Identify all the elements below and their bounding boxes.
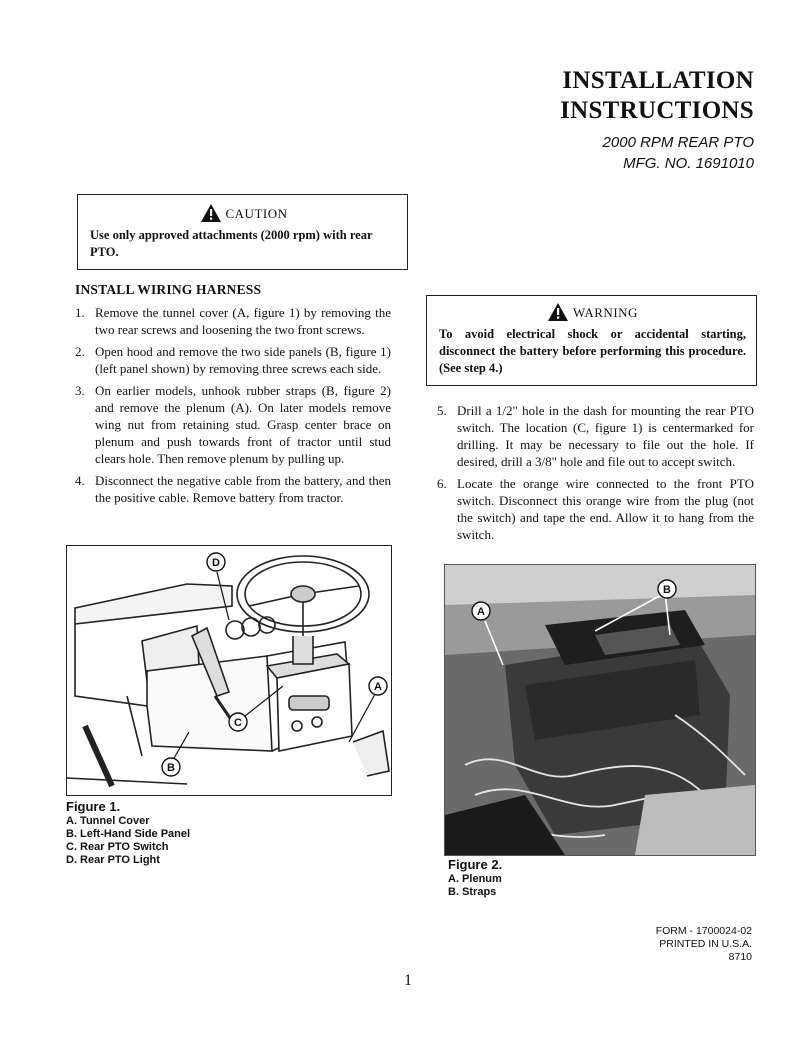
callout-a: A [374, 681, 382, 693]
print-code: 8710 [728, 951, 752, 963]
list-item: 4. Disconnect the negative cable from the battery, and then the positive cable. Remove battery from tractor. [75, 473, 391, 505]
figure-2-item: B. Straps [448, 886, 497, 898]
figure-2-caption [448, 857, 648, 899]
title-line-2: INSTRUCTIONS [560, 97, 754, 124]
form-info [656, 925, 752, 964]
warning-triangle-icon [200, 203, 222, 223]
figure-2-photo [445, 565, 755, 855]
caution-box [77, 194, 408, 270]
product-subtitle [603, 132, 754, 174]
warning-box [426, 295, 757, 386]
figure-1-illustration [67, 546, 391, 795]
figure-2-item: A. Plenum [448, 873, 502, 885]
figure-1-item: A. Tunnel Cover [66, 815, 150, 827]
list-item: 1. Remove the tunnel cover (A, figure 1) by removing the two rear screws and loosening the two front screws. [75, 305, 391, 337]
figure-1-title: Figure 1. [66, 799, 121, 814]
list-item: 5. Drill a 1/2" hole in the dash for mounting the rear PTO switch. The location (C, figure 1) is centermarked for drilling. It may be necessary to file out the hole. If desired, drill a 3/8" hole and file out to accept switch. [437, 403, 754, 469]
warning-text: To avoid electrical shock or accidental starting, disconnect the battery before performing this procedure. (See step 4.) [439, 327, 746, 375]
callout-c: C [234, 717, 242, 729]
figure-1-caption [66, 799, 366, 867]
figure-1-item: C. Rear PTO Switch [66, 841, 169, 853]
form-number: FORM - 1700024-02 [655, 925, 752, 937]
list-item: 3. On earlier models, unhook rubber straps (B, figure 2) and remove the plenum (A). On later models remove wing nut from retaining stud. Grasp center brace on plenum and push towards front of tractor until stud clears hole. Then remove plenum by pulling up. [75, 383, 391, 466]
figure-1-item: B. Left-Hand Side Panel [66, 828, 191, 840]
page-number: 1 [404, 972, 412, 989]
steps-right-list [437, 402, 754, 543]
right-column [437, 402, 754, 548]
callout-d: D [212, 557, 220, 569]
warning-label: WARNING [573, 304, 638, 320]
figure-1-frame [66, 545, 392, 796]
page-title [560, 66, 754, 126]
figure-2-title: Figure 2. [448, 857, 503, 872]
steps-left-list [75, 304, 391, 506]
section-title: INSTALL WIRING HARNESS [75, 282, 262, 297]
printed-in: PRINTED IN U.S.A. [659, 938, 752, 950]
caution-label: CAUTION [225, 205, 288, 221]
callout-a: A [477, 606, 485, 618]
callout-b: B [663, 584, 671, 596]
warning-triangle-icon [547, 302, 569, 322]
figure-1-item: D. Rear PTO Light [66, 854, 160, 866]
product-name: 2000 RPM REAR PTO [602, 134, 754, 151]
list-item: 6. Locate the orange wire connected to the front PTO switch. Disconnect this orange wire from the plug (not the switch) and tape the end. Allow it to hang from the switch. [437, 476, 754, 542]
mfg-number: MFG. NO. 1691010 [623, 155, 754, 172]
left-column [75, 282, 391, 511]
caution-text: Use only approved attachments (2000 rpm) with rear PTO. [90, 228, 373, 259]
callout-b: B [167, 762, 175, 774]
list-item: 2. Open hood and remove the two side panels (B, figure 1) (left panel shown) by removing three screws each side. [75, 344, 391, 376]
figure-2-frame [444, 564, 756, 856]
caution-heading [90, 203, 397, 223]
title-line-1: INSTALLATION [562, 67, 754, 94]
warning-heading [439, 302, 746, 322]
